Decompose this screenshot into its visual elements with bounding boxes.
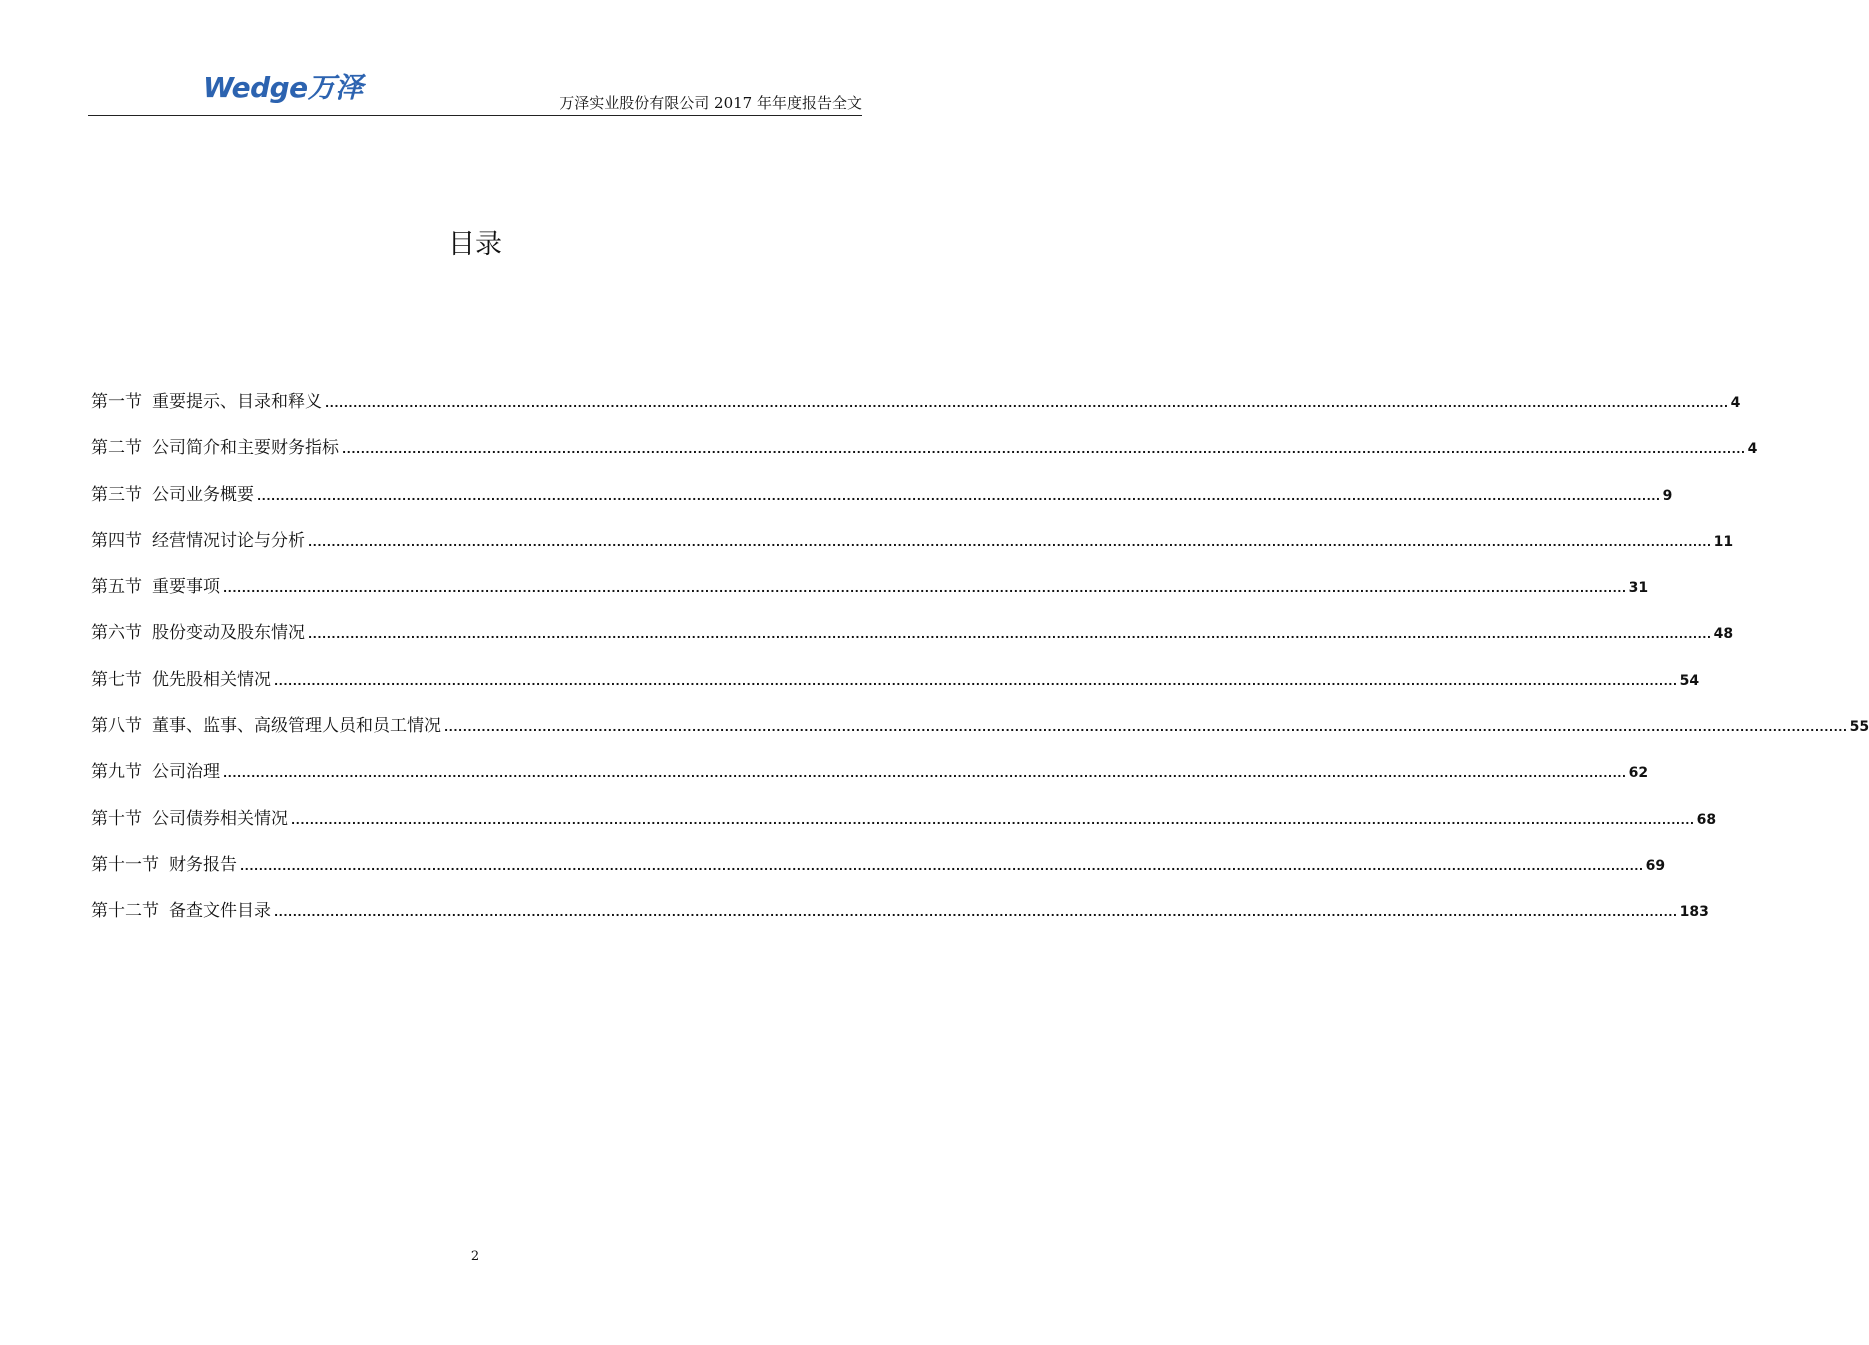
toc-entry[interactable] <box>91 806 1717 852</box>
toc-dot-leader: ............................................................................................................................................................................................................................................................................................................ <box>325 397 1729 410</box>
toc-page-number: 54 <box>1679 672 1700 689</box>
toc-entry[interactable] <box>91 852 1666 898</box>
toc-dot-leader: ............................................................................................................................................................................................................................................................................................................ <box>291 813 1695 827</box>
toc-entry-title: 公司业务概要 <box>152 484 254 505</box>
toc-page-number: 9 <box>1662 487 1673 504</box>
toc-entry-title: 重要事项 <box>152 577 220 598</box>
toc-dot-leader: ............................................................................................................................................................................................................................................................................................................ <box>342 443 1746 457</box>
toc-dot-leader: ............................................................................................................................................................................................................................................................................................................ <box>274 906 1678 920</box>
toc-entry[interactable] <box>91 667 1700 713</box>
toc-section-label: 第九节 <box>91 762 142 783</box>
toc-entry[interactable] <box>91 759 1649 805</box>
toc-entry[interactable] <box>91 389 1741 435</box>
toc-entry[interactable] <box>91 528 1734 574</box>
toc-dot-leader: ............................................................................................................................................................................................................................................................................................................ <box>444 721 1848 735</box>
toc-entry[interactable] <box>91 482 1673 528</box>
header-divider <box>88 115 862 116</box>
toc-dot-leader: ............................................................................................................................................................................................................................................................................................................ <box>240 859 1644 873</box>
toc-section-label: 第八节 <box>91 716 142 737</box>
toc-entry[interactable] <box>91 620 1734 666</box>
toc-dot-leader: ............................................................................................................................................................................................................................................................................................................ <box>257 489 1661 503</box>
toc-section-label: 第十节 <box>91 808 142 829</box>
toc-entry-title: 经营情况讨论与分析 <box>152 530 305 551</box>
toc-page-number: 69 <box>1645 857 1666 874</box>
toc-entry[interactable] <box>91 713 1869 759</box>
page-title: 目录 <box>448 229 502 260</box>
table-of-contents <box>91 389 1869 945</box>
company-logo: Wedge万泽 <box>203 71 363 104</box>
toc-page-number: 48 <box>1713 626 1734 643</box>
toc-section-label: 第六节 <box>91 623 142 644</box>
toc-dot-leader: ............................................................................................................................................................................................................................................................................................................ <box>223 582 1627 596</box>
toc-page-number: 62 <box>1628 765 1649 782</box>
toc-dot-leader: ............................................................................................................................................................................................................................................................................................................ <box>308 535 1712 549</box>
toc-section-label: 第二节 <box>91 438 142 459</box>
toc-section-label: 第十二节 <box>91 901 159 922</box>
toc-entry-title: 财务报告 <box>169 854 237 875</box>
toc-page-number: 4 <box>1747 441 1758 458</box>
toc-section-label: 第五节 <box>91 577 142 598</box>
toc-entry-title: 董事、监事、高级管理人员和员工情况 <box>152 716 441 737</box>
footer-page-number: 2 <box>470 1249 480 1264</box>
toc-dot-leader: ............................................................................................................................................................................................................................................................................................................ <box>308 628 1712 642</box>
toc-page-number: 68 <box>1696 811 1717 828</box>
toc-page-number: 183 <box>1679 904 1709 921</box>
toc-entry-title: 公司债券相关情况 <box>152 808 288 829</box>
toc-page-number: 4 <box>1730 395 1741 411</box>
toc-page-number: 31 <box>1628 580 1649 597</box>
toc-page-number: 11 <box>1713 533 1734 550</box>
toc-entry-title: 公司治理 <box>152 762 220 783</box>
report-header-title: 万泽实业股份有限公司 2017 年年度报告全文 <box>559 94 862 112</box>
toc-entry-title: 优先股相关情况 <box>152 669 271 690</box>
toc-section-label: 第七节 <box>91 669 142 690</box>
toc-entry-title: 备查文件目录 <box>169 901 271 922</box>
toc-entry-title: 股份变动及股东情况 <box>152 623 305 644</box>
toc-entry-title: 公司简介和主要财务指标 <box>152 438 339 459</box>
toc-section-label: 第一节 <box>91 392 142 412</box>
toc-entry[interactable] <box>91 574 1649 620</box>
toc-page-number: 55 <box>1849 719 1869 736</box>
toc-entry[interactable] <box>91 898 1709 944</box>
toc-dot-leader: ............................................................................................................................................................................................................................................................................................................ <box>223 767 1627 781</box>
toc-entry[interactable] <box>91 435 1758 481</box>
toc-dot-leader: ............................................................................................................................................................................................................................................................................................................ <box>274 674 1678 688</box>
toc-section-label: 第三节 <box>91 484 142 505</box>
toc-entry-title: 重要提示、目录和释义 <box>152 392 322 412</box>
toc-section-label: 第十一节 <box>91 854 159 875</box>
toc-section-label: 第四节 <box>91 530 142 551</box>
